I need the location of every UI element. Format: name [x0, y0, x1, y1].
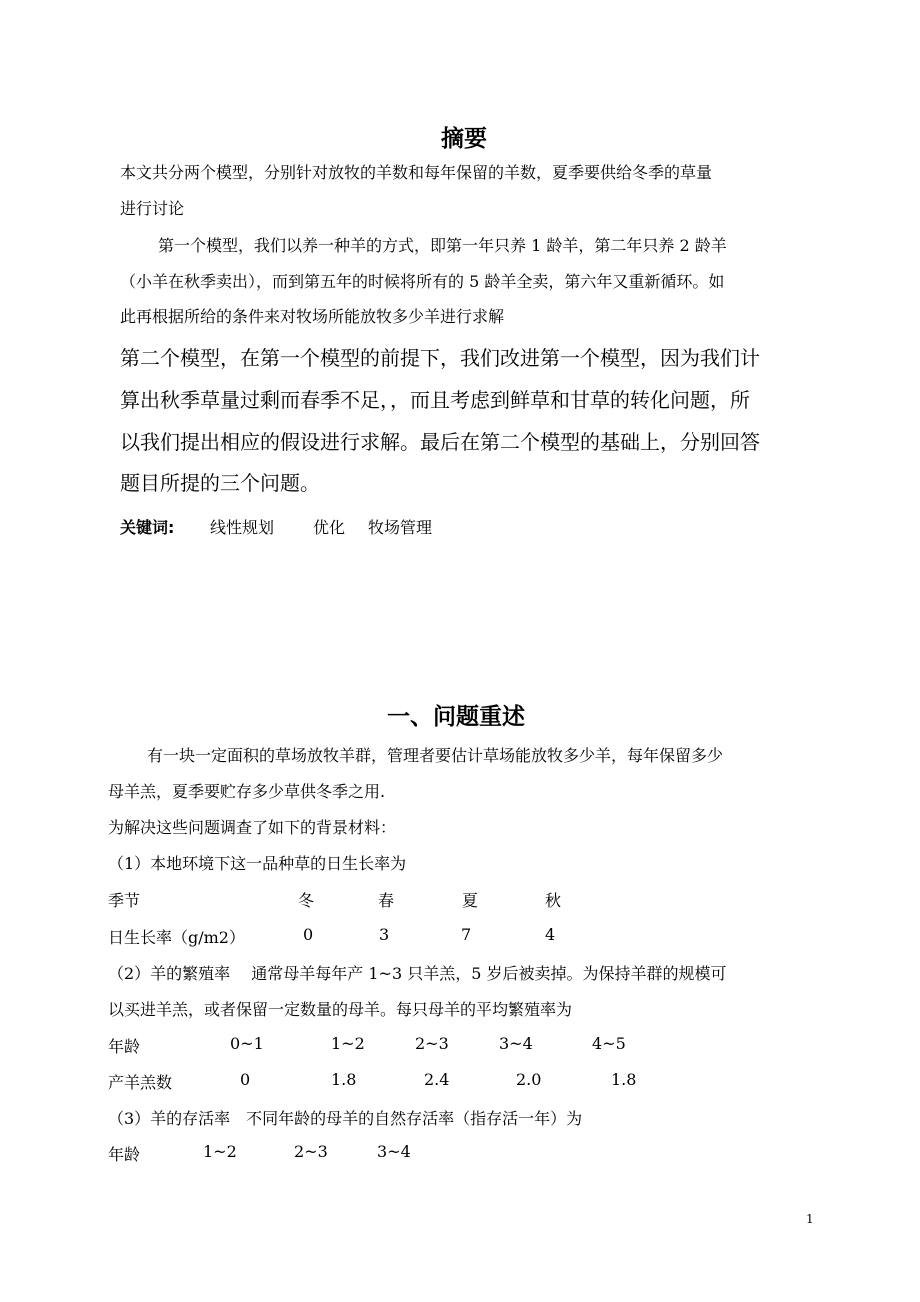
fertility-value-1: 0 [240, 1070, 251, 1089]
abstract-model1-line1: 第一个模型，我们以养一种羊的方式，即第一年只养 1 龄羊，第二年只养 2 龄羊 [158, 236, 727, 255]
fertility-age-2: 1~2 [331, 1034, 365, 1053]
survival-header-label: 年龄 [108, 1145, 141, 1164]
keyword-2: 优化 [313, 518, 346, 537]
season-spring: 春 [378, 891, 395, 910]
keyword-3: 牧场管理 [368, 518, 433, 537]
survival-age-1: 1~2 [203, 1142, 237, 1161]
fertility-row-label: 产羊羔数 [108, 1073, 173, 1092]
season-autumn: 秋 [545, 891, 562, 910]
item2-line2: 以买进羊羔，或者保留一定数量的母羊。每只母羊的平均繁殖率为 [108, 1000, 573, 1019]
fertility-value-3: 2.4 [424, 1070, 450, 1089]
keywords-label: 关键词: [120, 518, 175, 537]
growth-value-winter: 0 [303, 925, 314, 944]
growth-value-autumn: 4 [545, 925, 556, 944]
item2-line1: （2）羊的繁殖率 通常母羊每年产 1~3 只羊羔，5 岁后被卖掉。为保持羊群的规模可 [108, 964, 727, 983]
fertility-age-5: 4~5 [592, 1034, 626, 1053]
section1-para-line2: 母羊羔，夏季要贮存多少草供冬季之用. [108, 782, 386, 801]
background-intro: 为解决这些问题调查了如下的背景材料： [108, 818, 397, 837]
abstract-intro-line2: 进行讨论 [120, 199, 185, 218]
season-winter: 冬 [298, 891, 315, 910]
growth-row-label: 日生长率（g/m2） [108, 928, 245, 947]
abstract-model1-line2: （小羊在秋季卖出），而到第五年的时候将所有的 5 龄羊全卖，第六年又重新循环。如 [120, 272, 725, 291]
abstract-model2-line2: 算出秋季草量过剩而春季不足，，而且考虑到鲜草和甘草的转化问题，所 [120, 388, 750, 412]
item3-line1: （3）羊的存活率 不同年龄的母羊的自然存活率（指存活一年）为 [108, 1109, 583, 1128]
abstract-model2-line3: 以我们提出相应的假设进行求解。最后在第二个模型的基础上，分别回答 [120, 430, 760, 454]
section1-para-line1: 有一块一定面积的草场放牧羊群，管理者要估计草场能放牧多少羊，每年保留多少 [147, 746, 724, 765]
abstract-model2-line4: 题目所提的三个问题。 [120, 471, 320, 495]
survival-age-2: 2~3 [294, 1142, 328, 1161]
section1-title: 一、问题重述 [387, 704, 525, 730]
fertility-age-3: 2~3 [415, 1034, 449, 1053]
abstract-intro-line1: 本文共分两个模型，分别针对放牧的羊数和每年保留的羊数，夏季要供给冬季的草量 [120, 163, 713, 182]
survival-age-3: 3~4 [377, 1142, 411, 1161]
fertility-age-4: 3~4 [499, 1034, 533, 1053]
abstract-title: 摘要 [441, 126, 487, 152]
item1-title: （1）本地环境下这一品种草的日生长率为 [108, 854, 407, 873]
fertility-age-1: 0~1 [230, 1034, 264, 1053]
fertility-value-2: 1.8 [331, 1070, 357, 1089]
abstract-model1-line3: 此再根据所给的条件来对牧场所能放牧多少羊进行求解 [120, 307, 505, 326]
season-summer: 夏 [462, 891, 479, 910]
page-number: 1 [806, 1212, 814, 1226]
growth-value-summer: 7 [461, 925, 472, 944]
fertility-value-5: 1.8 [611, 1070, 637, 1089]
fertility-header-label: 年龄 [108, 1037, 141, 1056]
growth-header-label: 季节 [108, 891, 141, 910]
abstract-model2-line1: 第二个模型，在第一个模型的前提下，我们改进第一个模型，因为我们计 [120, 346, 760, 370]
fertility-value-4: 2.0 [516, 1070, 542, 1089]
keyword-1: 线性规划 [210, 518, 275, 537]
growth-value-spring: 3 [379, 925, 390, 944]
